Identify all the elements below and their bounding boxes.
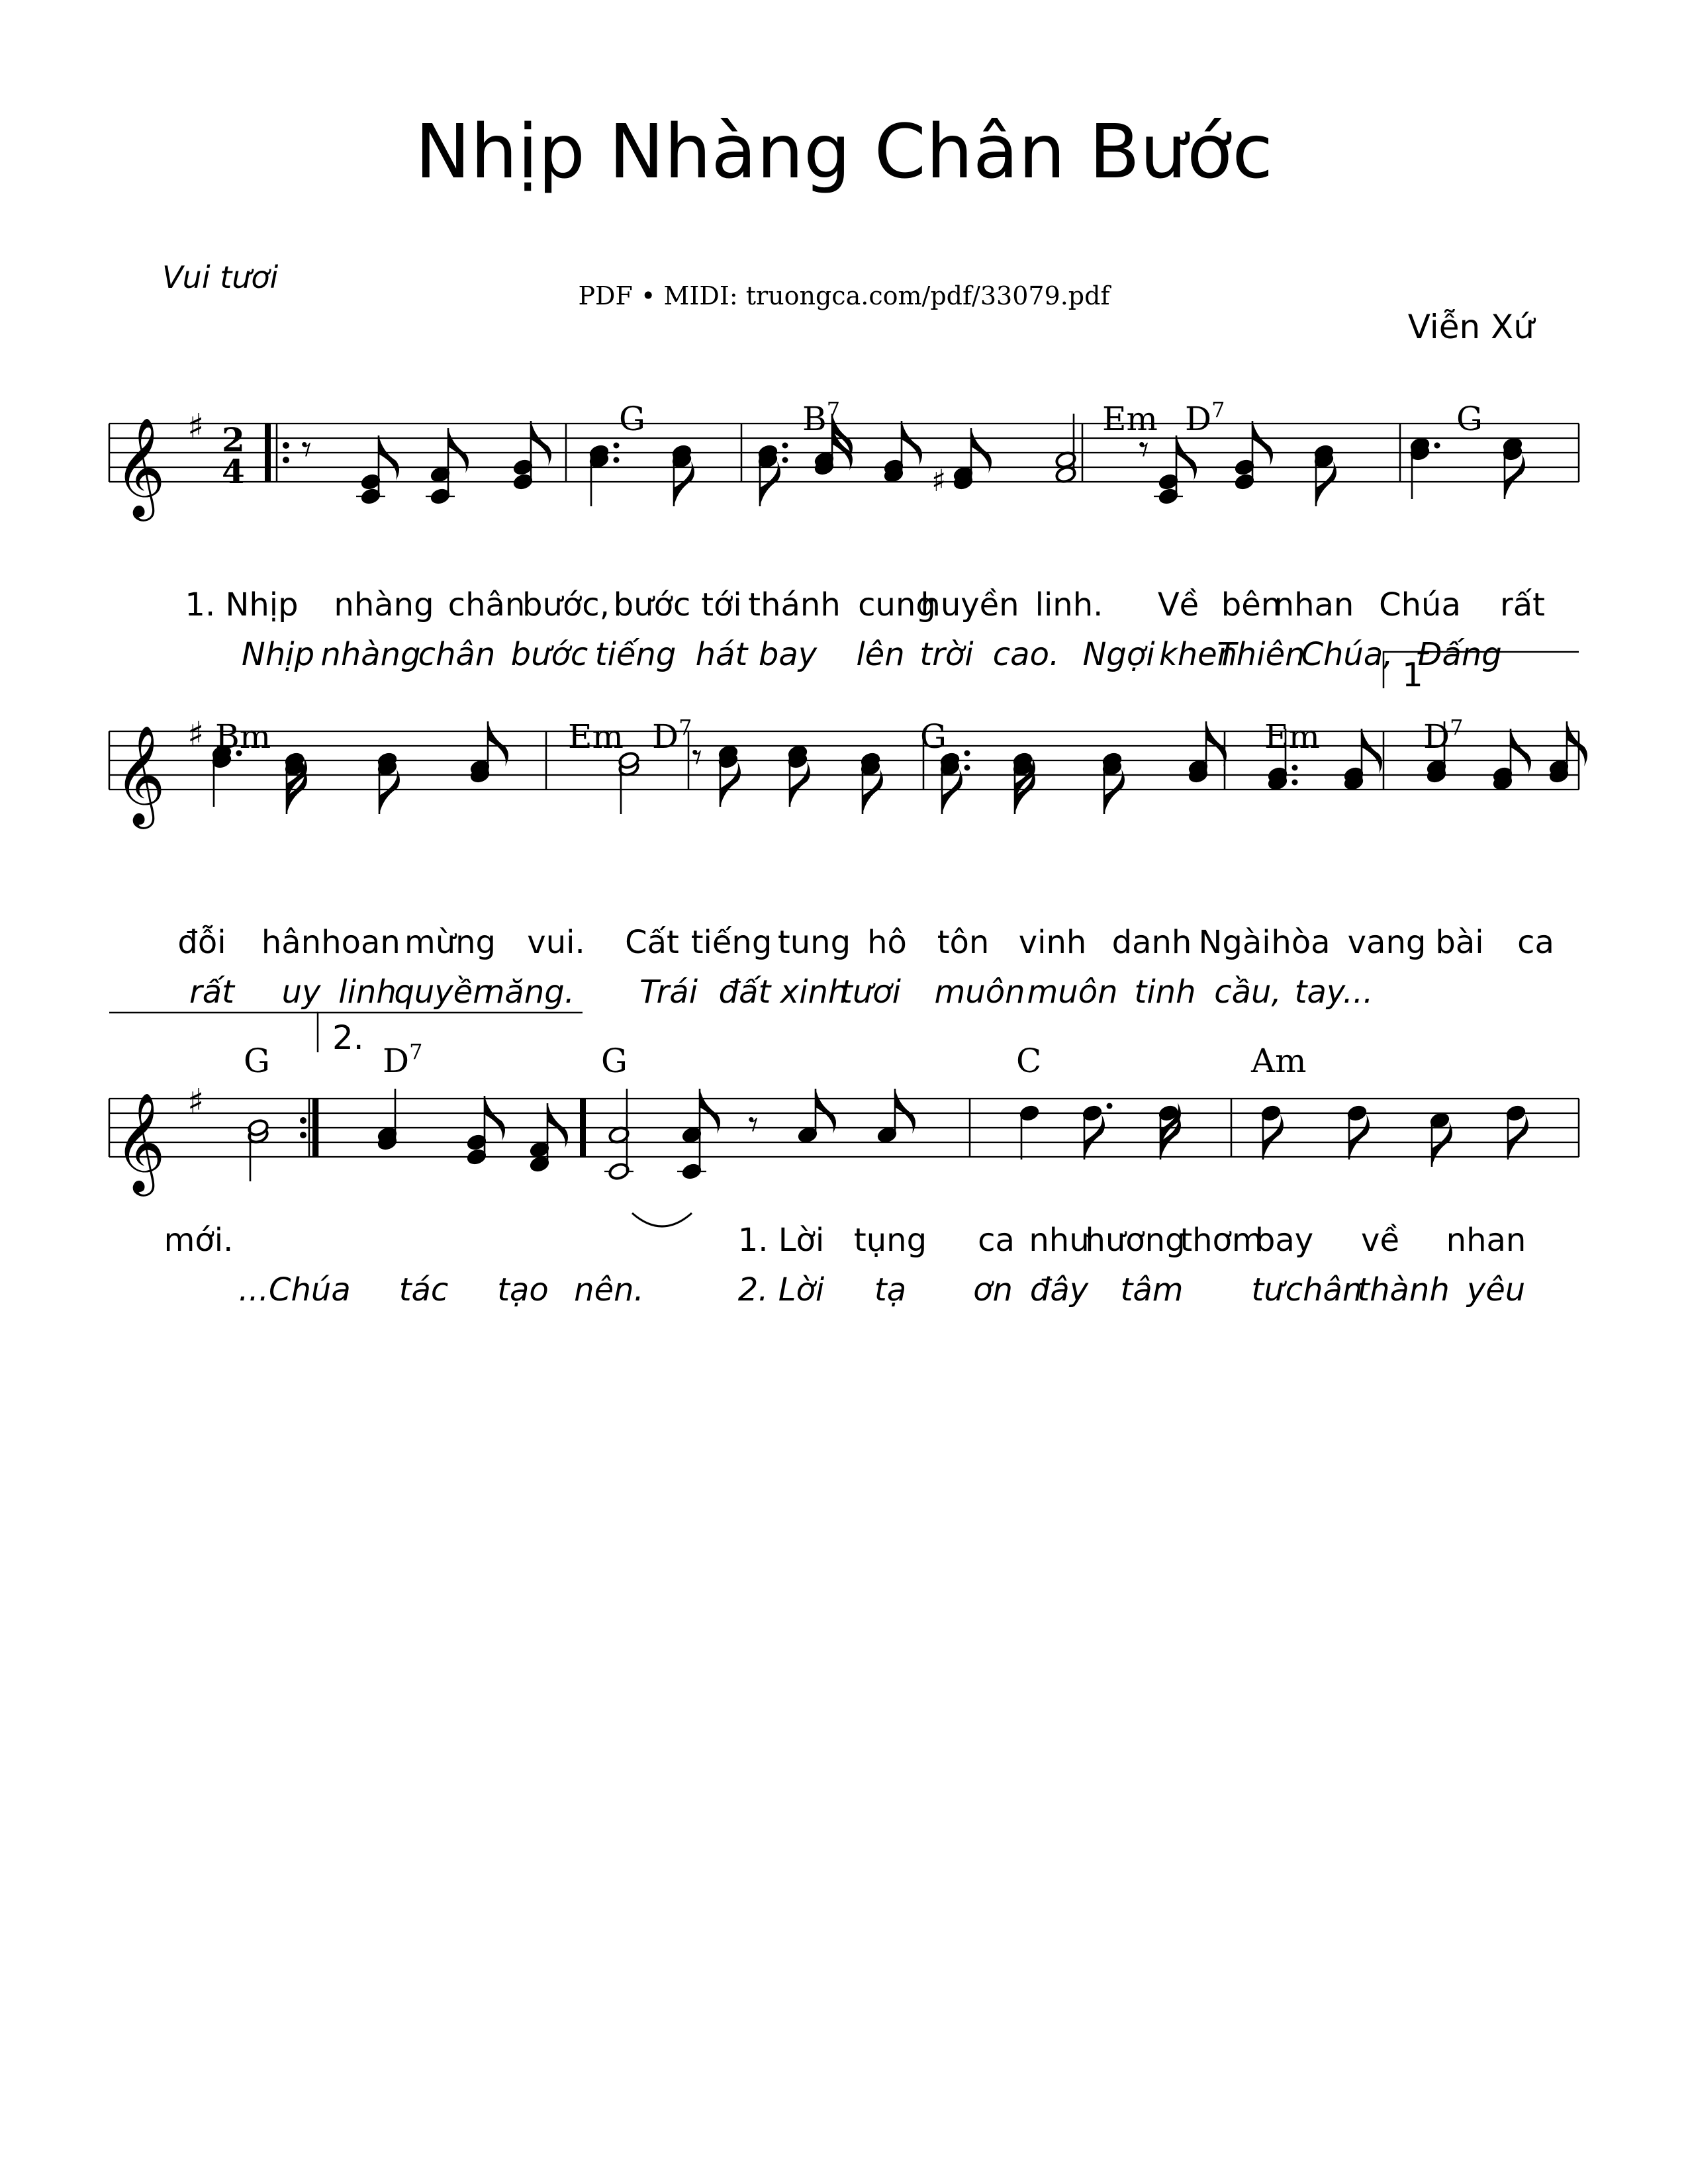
lyric-syllable: thơm [1180, 1222, 1263, 1259]
lyric-syllable: hát [695, 636, 748, 673]
lyric-syllable: đây [1029, 1271, 1089, 1308]
lyric-syllable: Trái [639, 974, 698, 1011]
lyric-syllable: xinh [780, 974, 849, 1011]
tie [632, 1213, 692, 1226]
lyric-syllable: muôn [1027, 974, 1118, 1011]
repeat-dot [300, 1132, 306, 1138]
lyric-syllable: tiếng [594, 636, 677, 673]
lyric-syllable: Ngợi [1082, 636, 1155, 673]
flag [1432, 1122, 1452, 1167]
lyric-syllable: bước [510, 636, 588, 673]
lyric-syllable: bước, [522, 586, 610, 623]
note [247, 1118, 269, 1181]
lyric-syllable: ca [978, 1222, 1015, 1259]
lyric-syllable: mừng [404, 924, 496, 961]
flag [674, 461, 694, 506]
lyric-syllable: bay [1254, 1222, 1314, 1259]
song-title: Nhịp Nhàng Chân Bước [415, 109, 1273, 195]
lyric-syllable: tung [777, 924, 851, 961]
time-sig-top: 2 [222, 420, 245, 459]
flag [1252, 421, 1273, 466]
lyric-syllable: tụng [853, 1222, 927, 1259]
tempo-marking: Vui tươi [162, 259, 279, 295]
dot [614, 457, 620, 463]
lyric-syllable: nhan [1446, 1222, 1526, 1259]
chord-symbol: Am [1251, 1042, 1307, 1080]
lyric-syllable: nhàng [334, 586, 434, 623]
lyric-syllable: tay... [1294, 974, 1374, 1011]
flag [760, 461, 780, 506]
dot [782, 443, 788, 449]
flag [488, 721, 508, 766]
key-sharp-icon: ♯ [187, 715, 205, 754]
flag [700, 1089, 720, 1134]
flag [863, 769, 883, 814]
chord-symbol: G [920, 717, 947, 756]
lyric-syllable: tạ [874, 1271, 907, 1308]
flag [895, 1089, 915, 1134]
lyric-syllable: ...Chúa [238, 1271, 351, 1308]
lyric-syllable: bài [1435, 924, 1484, 961]
lyric-syllable: ca [1517, 924, 1554, 961]
note [1011, 751, 1035, 814]
lyric-syllable: linh. [1035, 586, 1103, 623]
lyric-syllable: 1. Nhịp [185, 586, 299, 623]
lyric-syllable: hòa [1271, 924, 1331, 961]
time-sig-bottom: 4 [222, 452, 245, 491]
lyric-syllable: 2. Lời [737, 1271, 825, 1308]
note [1233, 421, 1273, 491]
dot [1434, 443, 1440, 449]
lyric-syllable: hân [261, 924, 322, 961]
flag [485, 1096, 505, 1141]
staff-system-3 [109, 1013, 1579, 1226]
lyric-syllable: tinh [1134, 974, 1196, 1011]
lyric-syllable: vinh [1018, 924, 1087, 961]
flag [1567, 721, 1587, 766]
lyric-syllable: rất [1500, 586, 1545, 623]
note [671, 443, 694, 506]
note [283, 751, 307, 814]
note [859, 751, 883, 814]
lyric-syllable: 1. Lời [737, 1222, 825, 1259]
volta-1-label: 1 [1402, 656, 1423, 694]
lyric-syllable: rất [189, 974, 234, 1011]
lyric-syllable: Chúa, [1301, 636, 1393, 673]
note [356, 435, 399, 506]
lyric-syllable: nhàng [320, 636, 421, 673]
lyric-syllable: cao. [992, 636, 1060, 673]
lyric-syllable: tiếng [690, 924, 773, 961]
lyric-syllable: đất [718, 974, 771, 1011]
flag [816, 1089, 836, 1134]
chord-symbol: G [601, 1042, 628, 1080]
lyric-syllable: thánh [748, 586, 841, 623]
flag [547, 1103, 568, 1148]
lyric-syllable: Ngài [1198, 924, 1271, 961]
lyric-syllable: uy [281, 974, 321, 1011]
note [1101, 751, 1125, 814]
flag [1104, 769, 1125, 814]
flag [790, 762, 810, 807]
lyric-syllable: tôn [937, 924, 990, 961]
flag [531, 421, 551, 466]
flag [379, 769, 400, 814]
dot [964, 765, 970, 771]
note [1018, 1104, 1040, 1160]
lyric-syllable: như [1029, 1222, 1090, 1259]
lyric-syllable: trời [919, 636, 974, 673]
flag [379, 435, 399, 480]
lyric-syllable: Đấng [1417, 636, 1502, 673]
lyric-syllable: yêu [1466, 1271, 1526, 1308]
lyric-syllable: khen [1158, 636, 1238, 673]
note [618, 751, 639, 814]
chord-symbol: $B^7$ [802, 397, 841, 438]
flag [1084, 1115, 1105, 1160]
lyric-syllable: chân [418, 636, 496, 673]
repeat-thick-bar [580, 1099, 586, 1157]
dot [1292, 765, 1298, 771]
chord-symbol: Em [1264, 717, 1320, 756]
dot [964, 751, 970, 756]
lyric-syllable: cung [858, 586, 936, 623]
flag [1316, 461, 1336, 506]
key-sharp-icon: ♯ [187, 1082, 205, 1122]
lyric-syllable: Nhịp [241, 636, 315, 673]
note [512, 421, 551, 491]
chord-symbol: C [1016, 1042, 1042, 1080]
source-link[interactable]: PDF • MIDI: truongca.com/pdf/33079.pdf [578, 281, 1110, 310]
staff-system-2 [109, 652, 1587, 814]
repeat-thick-bar [265, 424, 271, 482]
lyric-syllable: tác [399, 1271, 449, 1308]
note [1157, 1103, 1181, 1160]
chord-symbol: Em [568, 717, 624, 756]
repeat-thick-bar [312, 1099, 318, 1157]
dot [782, 457, 788, 463]
lyric-syllable: tới [701, 586, 742, 623]
note [604, 1089, 633, 1181]
lyric-syllable: cầu, [1214, 974, 1282, 1011]
note [1505, 1104, 1528, 1160]
lyric-syllable: quyền [394, 974, 493, 1011]
chord-symbol: $D^7$ [1423, 715, 1464, 756]
key-sharp-icon: ♯ [187, 407, 205, 447]
lyric-syllable: muôn [934, 974, 1025, 1011]
lyric-syllable: Cất [625, 924, 679, 961]
lyric-syllable: ơn [973, 1271, 1013, 1308]
note [1346, 1104, 1370, 1160]
staff-system-1 [109, 397, 1579, 506]
note [1081, 1103, 1112, 1160]
flag [971, 428, 992, 473]
lyric-syllable: tư [1251, 1271, 1284, 1308]
dot [1107, 1103, 1113, 1109]
flag [1206, 721, 1227, 766]
note [465, 1096, 505, 1166]
note [1313, 443, 1336, 506]
repeat-dot [300, 1117, 306, 1124]
lyric-syllable: tâm [1120, 1271, 1184, 1308]
composer-name: Viễn Xứ [1407, 308, 1534, 346]
lyric-syllable: danh [1111, 924, 1192, 961]
lyric-syllable: bên [1221, 586, 1282, 623]
lyric-syllable: nên. [574, 1271, 644, 1308]
lyric-syllable: bay [758, 636, 818, 673]
flag [1349, 1115, 1370, 1160]
repeat-dot [283, 442, 289, 449]
treble-clef-icon: 𝄞 [115, 416, 165, 517]
lyric-syllable: lên [856, 636, 905, 673]
lyric-syllable: chân [1285, 1271, 1363, 1308]
volta-2-label: 2. [332, 1019, 364, 1057]
flag [1511, 729, 1531, 774]
note [876, 1089, 915, 1144]
lyric-syllable: nhan [1274, 586, 1354, 623]
eighth-rest-icon: 𝄾 [301, 426, 312, 473]
flag [1176, 435, 1197, 480]
lyric-syllable: Thiên [1217, 636, 1305, 673]
lyric-syllable: linh [338, 974, 397, 1011]
flag [1505, 454, 1525, 499]
lyric-syllable: mới. [164, 1222, 234, 1259]
chord-symbol: $D^7$ [652, 715, 692, 756]
lyric-syllable: tạo [497, 1271, 549, 1308]
chord-symbol: Em [1102, 400, 1158, 438]
sharp-accidental-icon: ♯ [931, 463, 947, 498]
treble-clef-icon: 𝄞 [115, 724, 165, 825]
flag [942, 769, 962, 814]
note [677, 1089, 720, 1181]
flag [902, 421, 922, 466]
flag [720, 762, 741, 807]
chord-symbol: G [619, 400, 645, 438]
dot [1292, 780, 1298, 786]
repeat-dot [283, 457, 289, 463]
chord-symbol: Bm [215, 717, 271, 756]
eighth-rest-icon: 𝄾 [1139, 426, 1149, 473]
eighth-rest-icon: 𝄾 [748, 1101, 759, 1148]
lyric-syllable: hương [1085, 1222, 1186, 1259]
flag [1362, 729, 1382, 774]
lyric-syllable: tươi [840, 974, 901, 1011]
chord-symbol: $D^7$ [383, 1039, 423, 1080]
flag [448, 428, 469, 473]
lyric-syllable: huyền [920, 586, 1019, 623]
note [1154, 435, 1197, 506]
dot [614, 443, 620, 449]
note [376, 751, 400, 814]
note [796, 1089, 836, 1144]
lyric-syllable: đỗi [177, 924, 226, 961]
lyric-syllable: bước [613, 586, 691, 623]
lyric-syllable: năng. [485, 974, 575, 1011]
lyric-syllable: vang [1347, 924, 1427, 961]
eighth-rest-icon: 𝄾 [692, 734, 702, 781]
lyric-syllable: về [1361, 1222, 1399, 1259]
flag [1263, 1115, 1284, 1160]
chord-symbol: G [1456, 400, 1483, 438]
lyric-syllable: vui. [527, 924, 585, 961]
lyric-syllable: thành [1357, 1271, 1450, 1308]
chord-symbol: $D^7$ [1185, 397, 1225, 438]
lyric-syllable: chân [447, 586, 526, 623]
lyric-syllable: Về [1157, 586, 1199, 623]
lyric-syllable: hô [867, 924, 907, 961]
flag [1508, 1115, 1528, 1160]
chord-symbol: G [244, 1042, 270, 1080]
lyric-syllable: hoan [321, 924, 400, 961]
lyric-syllable: Chúa [1379, 586, 1461, 623]
note [1260, 1104, 1284, 1160]
treble-clef-icon: 𝄞 [115, 1091, 165, 1192]
note [1429, 1111, 1452, 1167]
